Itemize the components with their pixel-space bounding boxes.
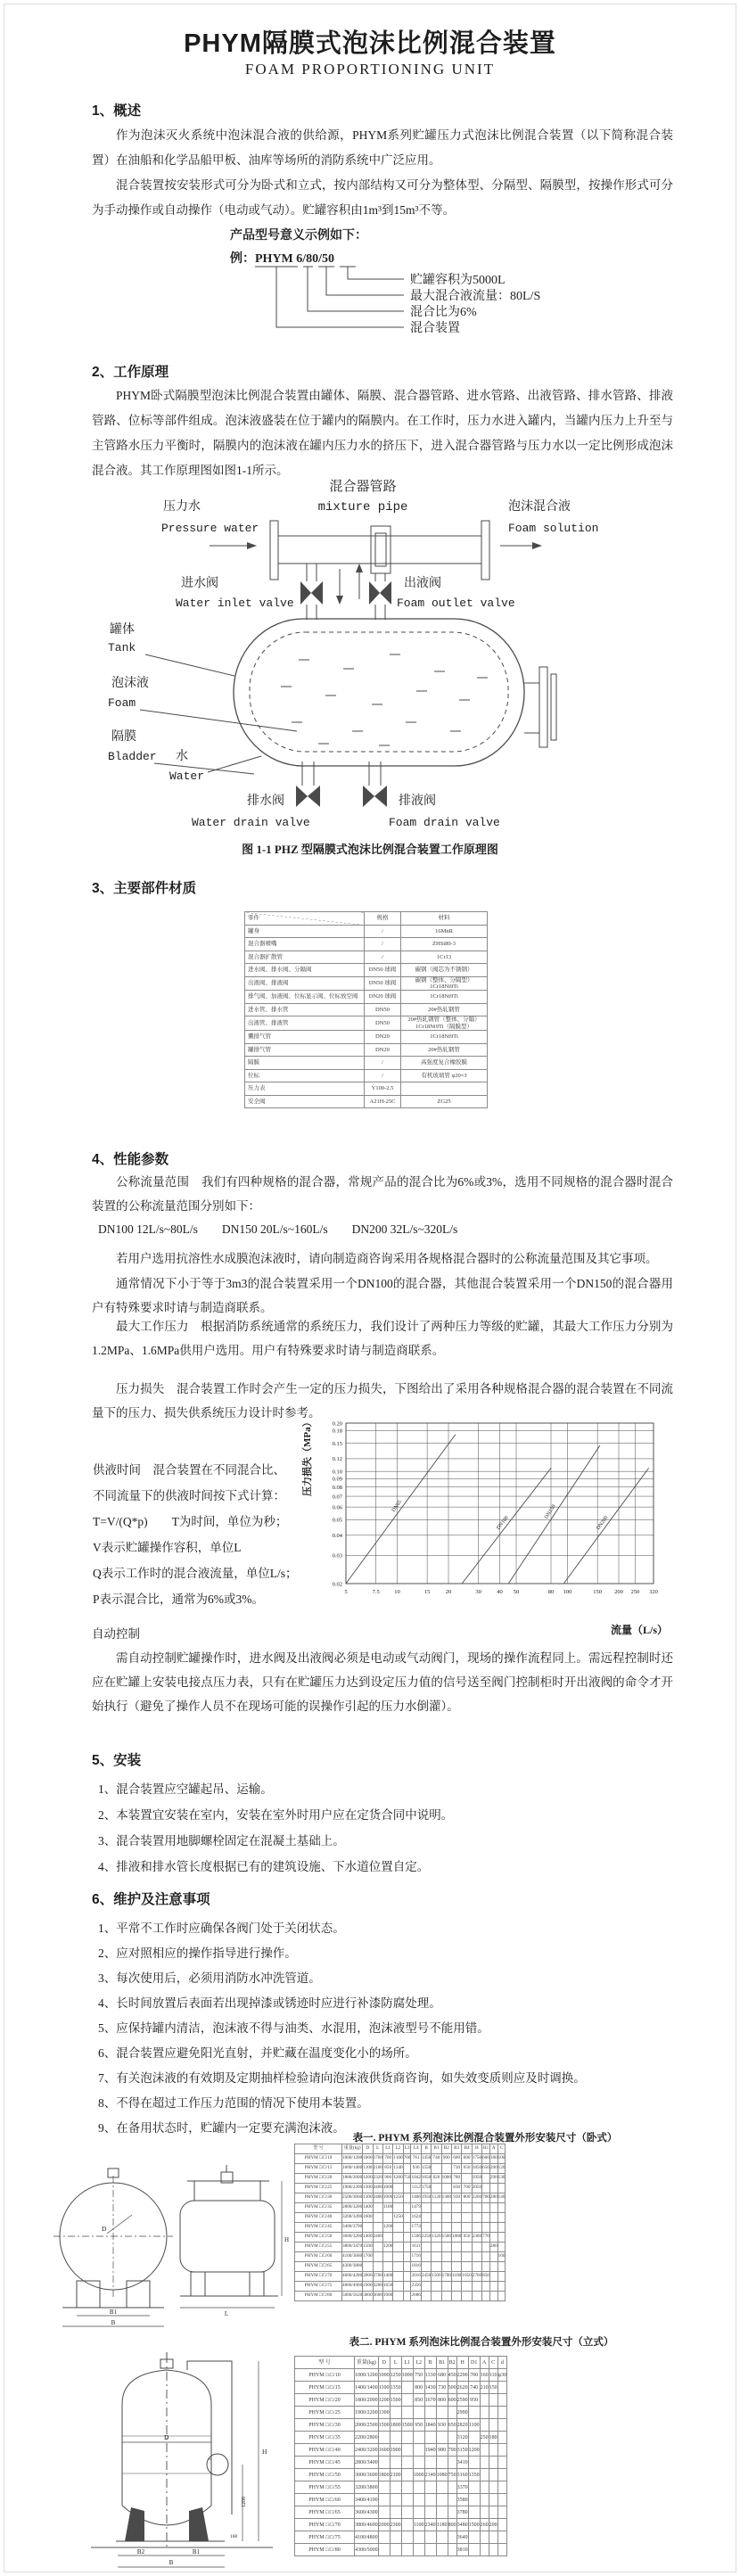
table-row: PHYM □/□/30 2000/2500 1500 1800 1500 950 1840 930 650 2820 1100	[295, 2419, 507, 2432]
table-header-cell: B3	[451, 2144, 461, 2154]
supply-time-line: V表示贮罐操作容积，单位L	[93, 1541, 242, 1554]
table-header-cell: L3	[403, 2144, 411, 2154]
install-item: 4、排液和排水管长度根据已有的建筑设施、下水道位置自定。	[98, 1860, 430, 1873]
water-inlet-valve-symbol	[300, 581, 311, 605]
table-row: PHYM □/□/40 2400/3200 1600 1900 1940 980 700 3150 1200	[295, 2444, 507, 2457]
section5-heading: 5、安装	[92, 1753, 142, 1768]
table-header-cell: D	[378, 2357, 390, 2369]
install-item: 2、本装置宜安装在室内，安装在室外时用户应在定货合同中说明。	[98, 1808, 454, 1822]
svg-text:100: 100	[563, 1589, 572, 1595]
install-item: 1、混合装置应空罐起吊、运输。	[98, 1782, 273, 1796]
table-row: PHYM □/□/70 3800/4600 2000 2300 1100 2340 1180 800 3480 1500 260 200	[295, 2519, 507, 2531]
maintenance-item: 6、混合装置应避免阳光直射，并贮藏在温度变化小的场所。	[98, 2046, 417, 2060]
model-label-mix-ratio: 混合比为6%	[410, 306, 477, 319]
table-row: 混合器扩散管 / 1Cr13	[245, 951, 488, 964]
table-row: PHYM □/□/80 5000/5620 3000 3600 1900 2686	[295, 2292, 506, 2301]
table-header-cell: L4	[411, 2144, 421, 2154]
table-header-cell: L	[390, 2357, 401, 2369]
svg-text:0.10: 0.10	[332, 1469, 342, 1476]
table-row: 罐排气管 DN20 20#热轧钢管	[245, 1043, 488, 1057]
svg-text:7.5: 7.5	[372, 1589, 380, 1595]
table-row: PHYM □/□/15 1600/1400 1100 2100 850 1140 936 1550 730 650 1850 650 200 120	[295, 2164, 506, 2174]
table-row: 排气阀、加液阀、位标显示阀、位标放空阀 DN20 球阀 1Cr18Ni9Ti	[245, 991, 488, 1004]
table-header-cell: C	[497, 2144, 506, 2154]
svg-text:0.12: 0.12	[332, 1456, 342, 1463]
maintenance-item: 4、长时间放置后表面若出现掉漆或锈迹时应进行补漆防腐处理。	[98, 1996, 441, 2010]
maintenance-item: 7、有关泡沫液的有效期及定期抽样检验请向泡沫液供货商咨询，如失效变质则应及时调换。	[98, 2071, 586, 2085]
svg-text:30: 30	[475, 1589, 481, 1595]
table2-dimensions-table	[294, 2356, 507, 2556]
dim-b2-label: B2	[136, 2548, 145, 2555]
table-row: PHYM □/□/10 1000/1200 1000 1250 1000 750 1330 680 450 2290 700 160 110 φ30	[295, 2369, 507, 2382]
water-label-cn: 水	[176, 750, 188, 763]
table2-caption: 表二. PHYM 系列泡沫比例混合装置外形安装尺寸（立式）	[349, 2337, 614, 2348]
chart-x-axis-label: 流量（L/s）	[610, 1624, 668, 1636]
maintenance-item: 8、不得在超过工作压力范围的情况下使用本装置。	[98, 2096, 369, 2110]
svg-text:DN150: DN150	[544, 1503, 557, 1520]
table-header-cell: D1	[468, 2357, 480, 2369]
section1-para1: 作为泡沫灭火系统中泡沫混合液的供给源，PHYM系列贮罐压力式泡沫比例混合装置（以下简称混合装置）在油船和化学品船甲板、油库等场所的消防系统中广泛应用。	[92, 128, 673, 167]
table-header-cell: 零件	[245, 912, 365, 926]
table-header-cell: A	[489, 2144, 497, 2154]
table-row: PHYM □/□/30 2500/3060 1300 2400 1000 1250 1406 1950 1120 1300 930 800 2260 700 280 140	[295, 2193, 506, 2203]
water-inlet-valve-label-cn: 进水阀	[181, 577, 218, 590]
branch-line-max-flow	[326, 267, 404, 295]
svg-text:0.04: 0.04	[332, 1533, 342, 1540]
page-title: PHYM隔膜式泡沫比例混合装置	[184, 29, 556, 58]
foam-drain-valve-symbol	[363, 786, 374, 807]
side-saddle-1	[191, 2272, 205, 2296]
section2-para: PHYM卧式隔膜型泡沫比例混合装置由罐体、隔膜、混合器管路、进水管路、出液管路、排水管路、排液管路、位标等部件组成。泡沫液盛装在位于罐内的隔膜内。在工作时，压力水进入罐内，当罐内压力上升至与主管路水压力平衡时，隔膜内的泡沫液在罐内压力水的挤压下，进入混合器管路与压力水以一定比例形成泡沫混合液。其工作原理图如图1-1所示。	[92, 389, 673, 477]
bladder-outline	[250, 632, 508, 752]
water-leader-line	[208, 756, 261, 772]
svg-text:0.20: 0.20	[332, 1420, 342, 1428]
svg-text:0.15: 0.15	[332, 1440, 342, 1447]
working-principle-diagram	[76, 464, 664, 834]
svg-text:150: 150	[593, 1589, 603, 1595]
table-header-cell: B1	[432, 2144, 441, 2154]
foam-leader-line	[140, 710, 297, 731]
tank-label-cn: 罐体	[110, 623, 135, 637]
table-header-cell: 重量(kg)	[342, 2144, 363, 2154]
table-header-cell: 型 号	[295, 2357, 355, 2369]
svg-text:0.05: 0.05	[332, 1517, 342, 1524]
maintenance-item: 2、应对照相应的操作指导进行操作。	[98, 1946, 297, 1960]
side-view-shell	[180, 2201, 275, 2272]
table-header-cell: A	[480, 2357, 489, 2369]
flow-range-line: DN100 12L/s~80L/s DN150 20L/s~160L/s DN200 32L/s~320L/s	[98, 1222, 458, 1236]
supply-time-line: P表示混合比，通常为6%或3%。	[93, 1593, 264, 1606]
model-label-tank-volume: 贮罐容积为5000L	[410, 274, 506, 287]
maintenance-item: 9、在备用状态时，贮罐内一定要充满泡沫液。	[98, 2121, 345, 2135]
table-header-cell: 重量(kg)	[355, 2357, 379, 2369]
branch-line-tank-volume	[348, 267, 404, 279]
section4-para4: 最大工作压力 根据消防系统通常的系统压力，我们设计了两种压力等级的贮罐，其最大工作压力分别为1.2MPa、1.6MPa供用户选用。用户有特殊要求时请与制造商联系。	[92, 1320, 673, 1357]
svg-text:40: 40	[497, 1589, 503, 1595]
model-label-unit: 混合装置	[410, 322, 460, 335]
table-header-cell: L	[373, 2144, 382, 2154]
water-inlet-valve-label-en: Water inlet valve	[176, 597, 294, 610]
table-header-cell: B1	[436, 2357, 448, 2369]
right-leg	[189, 2507, 209, 2541]
right-flange	[481, 521, 489, 580]
foam-label-cn: 泡沫液	[111, 677, 149, 690]
table-row: 进水阀、排水阀、分隔阀 DN50 球阀 碳钢（阀芯为不锈钢）	[245, 964, 488, 977]
table-row: PHYM □/□/50 3600/3260 1400 2400 1506 2250 1320 1500 1080 950 2360 770	[295, 2233, 506, 2243]
water-drain-valve-label-cn: 排水阀	[247, 794, 284, 808]
model-intro-label: 产品型号意义示例如下：	[230, 229, 367, 243]
table-header-cell: d	[497, 2357, 506, 2369]
svg-text:15: 15	[423, 1589, 431, 1595]
table-header-cell: L2	[413, 2357, 424, 2369]
dim-b-label: B	[111, 2319, 116, 2326]
dim-d-label: D	[164, 2433, 169, 2441]
model-example-label: 例：PHYM 6/80/50	[230, 252, 335, 266]
table-row: PHYM □/□/20 1800/2000 1200 2320 900 1200 750 1042 1650 820 1000 780 1950 290 130	[295, 2174, 506, 2184]
table-header-cell: B	[421, 2144, 431, 2154]
bladder-label-cn: 隔膜	[111, 730, 136, 744]
chart-y-axis-label: 压力损失（MPa）	[302, 1417, 313, 1496]
svg-text:80: 80	[547, 1589, 555, 1595]
water-drain-valve-label-en: Water drain valve	[192, 816, 310, 829]
foam-drain-valve-label-cn: 排液阀	[399, 794, 436, 808]
table-row: PHYM □/□/40 3200/3490 1600 1250 1624	[295, 2213, 506, 2223]
table-row: 安全阀 A21H-25C ZG25	[245, 1095, 488, 1108]
table-header-cell: L2	[393, 2144, 403, 2154]
table-row: PHYM □/□/65 3600/4300 3780	[295, 2506, 507, 2519]
foam-outlet-valve-label-cn: 出液阀	[404, 577, 441, 590]
svg-text:250: 250	[630, 1589, 640, 1595]
table-header-cell: C	[489, 2357, 497, 2369]
table-header-cell: B	[424, 2357, 436, 2369]
supply-time-line: Q表示工作时的混合液流量，单位L/s；	[93, 1567, 298, 1580]
foam-drain-valve-label-en: Foam drain valve	[389, 816, 500, 829]
bladder-label-en: Bladder	[108, 750, 157, 763]
dim-h-label: H	[284, 2236, 289, 2243]
section4-para3: 通常情况下小于等于3m3的混合装置采用一个DN100的混合器，其他混合装置采用一个DN150的混合器用户有特殊要求时请与制造商联系。	[92, 1277, 673, 1314]
foam-outlet-valve-symbol	[369, 581, 380, 605]
table-header-cell: B4	[462, 2144, 472, 2154]
section2-heading: 2、工作原理	[92, 365, 169, 380]
pressure-water-label-cn: 压力水	[163, 500, 201, 514]
table-row: 进水管、排水管 DN50 20#热轧钢管	[245, 1003, 488, 1016]
foam-solution-label-cn: 泡沫混合液	[508, 500, 571, 514]
foam-solution-label-en: Foam solution	[508, 522, 599, 535]
mixer-nozzle	[375, 533, 386, 566]
page-subtitle: FOAM PROPORTIONING UNIT	[244, 61, 496, 78]
table-header-cell: H	[456, 2357, 468, 2369]
supply-time-line: 供液时间 混合装置在不同混合比、	[93, 1463, 285, 1477]
dim-b1-label: B1	[109, 2309, 118, 2316]
mixture-pipe-label-en: mixture pipe	[317, 500, 408, 514]
supply-time-line: T=V/(Q*p) T为时间，单位为秒；	[93, 1515, 288, 1528]
supply-time-line: 不同流量下的供液时间按下式计算：	[93, 1489, 285, 1502]
tank-label-en: Tank	[108, 641, 136, 654]
side-saddle-2	[250, 2272, 264, 2296]
right-saddle	[127, 2281, 150, 2308]
svg-text:0.07: 0.07	[332, 1494, 342, 1501]
svg-text:DN65: DN65	[391, 1499, 404, 1514]
mixture-pipe-label-cn: 混合器管路	[329, 480, 397, 494]
dim-h-label: H	[262, 2448, 267, 2456]
table-row: 位标 / 有机玻璃管 φ20×3	[245, 1069, 488, 1082]
materials-table	[244, 911, 488, 1108]
left-saddle	[77, 2281, 100, 2308]
table-row: PHYM □/□/70 4600/4280 2000 2700 1400 2016 2450 1500 1700 1180 1050 2760 850	[295, 2272, 506, 2282]
branch-line-mix-ratio	[308, 267, 404, 311]
table-row: 出液阀、排液阀 DN50 球阀 碳钢（整体、分隔型）1Cr18Ni9Ti	[245, 976, 488, 991]
auto-control-para: 需自动控制贮罐操作时，进水阀及出液阀必须是电动或气动阀门，现场的操作流程同上。需远程控制时还应在贮罐上安装电接点压力表，只有在贮罐压力达到设定压力值的信号送至阀门控制柜时开出液阀的命令才开始执行（避免了操作人员不在现场可能的误操作引起的压力水倒灌）。	[92, 1651, 673, 1713]
table-row: 隔膜 / 高强度复合橡胶膜	[245, 1057, 488, 1070]
table-row: PHYM □/□/45 2800/3400 3410	[295, 2457, 507, 2469]
svg-text:0.06: 0.06	[332, 1504, 342, 1511]
maintenance-item: 1、平常不工作时应确保各阀门处于关闭状态。	[98, 1922, 345, 1935]
tank-leader-line	[145, 654, 234, 676]
table-row: PHYM □/□/10 1000/1200 1000 1760 700 1100 700 761 1450 740 900 680 600 1750 600 180 100	[295, 2154, 506, 2164]
table-row: PHYM □/□/45 3400/3790 1200 1774	[295, 2223, 506, 2233]
svg-text:10: 10	[394, 1589, 400, 1595]
svg-text:0.18: 0.18	[332, 1428, 342, 1435]
table-row: 囊排气管 DN20 1Cr18Ni9Ti	[245, 1031, 488, 1044]
svg-text:0.08: 0.08	[332, 1484, 342, 1491]
section3-heading: 3、主要部件材质	[92, 881, 197, 896]
external-pipe	[187, 2361, 232, 2514]
side-manhole	[207, 2454, 228, 2475]
model-label-max-flow: 最大混合液流量：80L/S	[410, 290, 541, 303]
dim-b-label: B	[169, 2559, 174, 2566]
table1-caption: 表一. PHYM 系列泡沫比例混合装置外形安装尺寸（卧式）	[352, 2133, 618, 2144]
figure-1-1-caption: 图 1-1 PHZ 型隔膜式泡沫比例混合装置工作原理图	[242, 843, 498, 856]
table-row: PHYM □/□/60 3400/4100 3580	[295, 2494, 507, 2506]
water-label-en: Water	[169, 770, 205, 783]
table1-dimensions-table	[294, 2144, 506, 2301]
table-header-cell: L1	[401, 2357, 413, 2369]
section4-para2: 若用户选用抗溶性水成膜泡沫液时，请向制造商咨询采用各规格混合器时的公称流量范围及其它事项。	[116, 1252, 658, 1265]
svg-text:0.03: 0.03	[332, 1552, 342, 1560]
maintenance-item: 3、每次使用后，必须用消防水冲洗管道。	[98, 1971, 321, 1985]
svg-text:20: 20	[445, 1589, 452, 1595]
svg-text:0.02: 0.02	[332, 1581, 342, 1588]
vertical-tank-drawing	[82, 2340, 282, 2573]
table-row: PHYM □/□/20 1800/2000 1200 1500 850 1670 800 600 2590 950	[295, 2394, 507, 2407]
table-row: PHYM □/□/25 1900/2200 1300 2460 1000 1112 1750 830 700 2050	[295, 2184, 506, 2193]
table-row: 压力表 Y100-2.5	[245, 1082, 488, 1096]
table-row: PHYM □/□/80 4300/5000 3810	[295, 2544, 507, 2556]
table-row: 出液管、排液管 DN50 20#热轧钢管（整体、分隔）1Cr18Ni9Ti（隔膜型）	[245, 1016, 488, 1031]
maintenance-item: 5、应保持罐内清洁，泡沫液不得与油类、水混用，泡沫液型号不能用错。	[98, 2021, 489, 2035]
section4-para1: 公称流量范围 我们有四种规格的混合器，常规产品的混合比为6%或3%，选用不同规格的混合器时混合装置的公称流量范围分别如下：	[92, 1175, 673, 1213]
table-row: PHYM □/□/50 3000/3600 1800 2100 1000 2140 1080 750 3160 1350	[295, 2469, 507, 2481]
section1-para2: 混合装置按安装形式可分为卧式和立式，按内部结构又可分为整体型、分隔型、隔膜型，按操作形式可分为手动操作或自动操作（电动或气动）。贮罐容积由1m³到15m³不等。	[92, 178, 673, 217]
table-header-cell: H1	[482, 2144, 490, 2154]
table-row: PHYM □/□/60 4100/3680 1700 1716 160	[295, 2252, 506, 2262]
table-row: PHYM □/□/75 4800/4960 2300 3200 1650 2356	[295, 2282, 506, 2292]
table-header-cell: L1	[382, 2144, 392, 2154]
left-flange	[270, 521, 278, 580]
table-row: PHYM □/□/35 2800/3200 1400 1100 1479	[295, 2203, 506, 2213]
svg-text:5: 5	[344, 1589, 348, 1595]
table-row: PHYM □/□/55 3800/3470 1500 1200 1611 280	[295, 2243, 506, 2252]
section4-para5: 压力损失 混合装置工作时会产生一定的压力损失，下图给出了采用各种规格混合器的混合装置在不同流量下的压力、损失供系统压力设计时参考。	[92, 1382, 673, 1420]
svg-text:0.09: 0.09	[332, 1476, 342, 1483]
table-row: PHYM □/□/55 3200/3800 3370	[295, 2481, 507, 2494]
dim-d-label: D	[102, 2225, 107, 2233]
table-header-cell: B2	[448, 2357, 456, 2369]
supply-time-block	[93, 1457, 360, 1612]
pressure-water-label-en: Pressure water	[161, 522, 259, 535]
dim-160-label: 160	[230, 2534, 238, 2539]
table-header-cell: 规格	[365, 912, 401, 926]
table-header-cell: 材料	[401, 912, 488, 926]
foam-texture	[281, 654, 488, 745]
table-header-cell: H	[472, 2144, 481, 2154]
table-row: 罐身 / 16MnR	[245, 925, 488, 938]
table-header-cell: 型 号	[295, 2144, 342, 2154]
svg-text:320: 320	[649, 1589, 658, 1595]
table-row: PHYM □/□/15 1400/1400 1100 1350 800 1430 730 500 2620 740 210 150	[295, 2382, 507, 2394]
auto-control-heading: 自动控制	[92, 1627, 140, 1641]
svg-text:DN100: DN100	[496, 1515, 510, 1531]
table-header-cell: D	[363, 2144, 373, 2154]
svg-text:50: 50	[513, 1589, 520, 1595]
table-row: PHYM □/□/65 4300/3880 1816	[295, 2262, 506, 2272]
water-drain-valve-symbol	[296, 786, 308, 807]
install-item: 3、混合装置用地脚螺栓固定在混凝土基础上。	[98, 1834, 345, 1848]
dim-l-label: L	[224, 2310, 229, 2317]
section6-heading: 6、维护及注意事项	[92, 1892, 210, 1907]
dim-b1-label: B1	[192, 2548, 201, 2555]
svg-text:DN200: DN200	[596, 1515, 610, 1532]
table-header-cell: B2	[441, 2144, 451, 2154]
branch-line-unit	[276, 267, 404, 327]
dim-1200-label: 1200	[242, 2497, 247, 2507]
horizontal-tank-drawing	[46, 2138, 289, 2361]
table-row: 混合器喷嘴 / ZHSi80-3	[245, 938, 488, 951]
section1-heading: 1、概述	[92, 103, 142, 119]
svg-text:200: 200	[614, 1589, 623, 1595]
table-row: PHYM □/□/25 1900/2200 1300 2990	[295, 2407, 507, 2419]
foam-label-en: Foam	[108, 696, 136, 710]
foam-outlet-valve-label-en: Foam outlet valve	[397, 597, 515, 610]
side-flange	[539, 667, 547, 747]
section4-heading: 4、性能参数	[92, 1152, 169, 1167]
left-leg	[125, 2507, 144, 2541]
table-row: PHYM □/□/75 4100/4800 3640	[295, 2531, 507, 2544]
model-designation-diagram	[221, 225, 604, 339]
table-row: PHYM □/□/35 2200/2800 3120 250 180	[295, 2432, 507, 2444]
